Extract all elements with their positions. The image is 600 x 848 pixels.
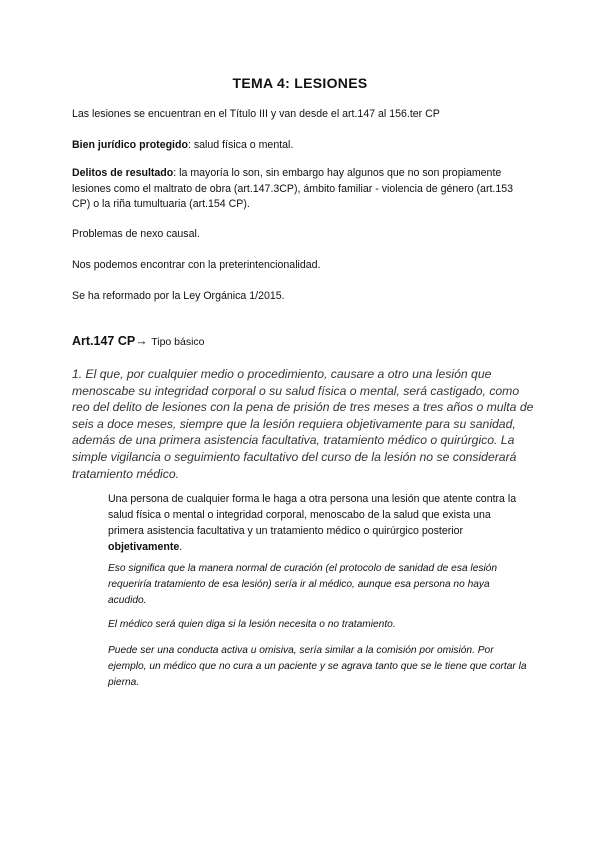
article-heading <box>72 334 205 348</box>
delitos-label: Delitos de resultado <box>72 167 174 179</box>
preterintencionalidad-paragraph: Nos podemos encontrar con la preterintencionalidad. <box>72 259 321 271</box>
nexo-causal-paragraph: Problemas de nexo causal. <box>72 228 200 240</box>
note-medico: El médico será quien diga si la lesión necesita o no tratamiento. <box>108 619 396 630</box>
explanation-bold: objetivamente <box>108 541 180 553</box>
reforma-paragraph: Se ha reformado por la Ley Orgánica 1/2015. <box>72 290 285 302</box>
article-quote: 1. El que, por cualquier medio o procedimiento, causare a otro una lesión que menoscabe su integridad corporal o su salud física o mental, será castigado, como reo del delito de lesiones con la pena de prisión de tres meses a tres años o multa de seis a doce meses, siempre que la lesión requiera objetivamente para su sanidad, además de una primera asistencia facultativa, tratamiento médico o quirúrgico. La simple vigilancia o seguimiento facultativo del curso de la lesión no se considerará tratamiento médico. <box>72 367 534 481</box>
arrow-icon: → <box>135 334 148 348</box>
explanation-end: . <box>179 541 183 553</box>
note-protocolo: Eso significa que la manera normal de curación (el protocolo de sanidad de esa lesión requeriría tratamiento de esa lesión) sería ir al médico, aunque esa persona no haya acudido. <box>108 563 498 606</box>
note-conducta: Puede ser una conducta activa u omisiva, sería similar a la comisión por omisión. Por ejemplo, un médico que no cura a un paciente y se agrava tanto que se le tiene que cortar la pierna. <box>108 645 527 688</box>
delitos-text: : la mayoría lo son, sin embargo hay algunos que no son propiamente lesiones como el maltrato de obra (art.147.3CP), ámbito familiar - violencia de género (art.153 CP) o la riña tumultuaria (art.154 CP). <box>72 167 514 210</box>
delitos-paragraph <box>72 166 532 213</box>
intro-paragraph: Las lesiones se encuentran en el Título III y van desde el art.147 al 156.ter CP <box>72 108 440 120</box>
article-subtitle: Tipo básico <box>151 336 205 348</box>
bien-juridico-paragraph <box>72 138 532 154</box>
bien-juridico-text: : salud física o mental. <box>187 139 294 151</box>
bien-juridico-label: Bien jurídico protegido <box>72 139 188 151</box>
explanation-paragraph <box>108 491 528 555</box>
article-label: Art.147 CP <box>72 334 136 348</box>
explanation-text: Una persona de cualquier forma le haga a otra persona una lesión que atente contra la salud física o mental o integridad corporal, menoscabo de la salud que exista una primera asistencia facultativa y un tratamiento médico o quirúrgico posterior <box>108 493 517 537</box>
page-title: TEMA 4: LESIONES <box>232 75 368 91</box>
